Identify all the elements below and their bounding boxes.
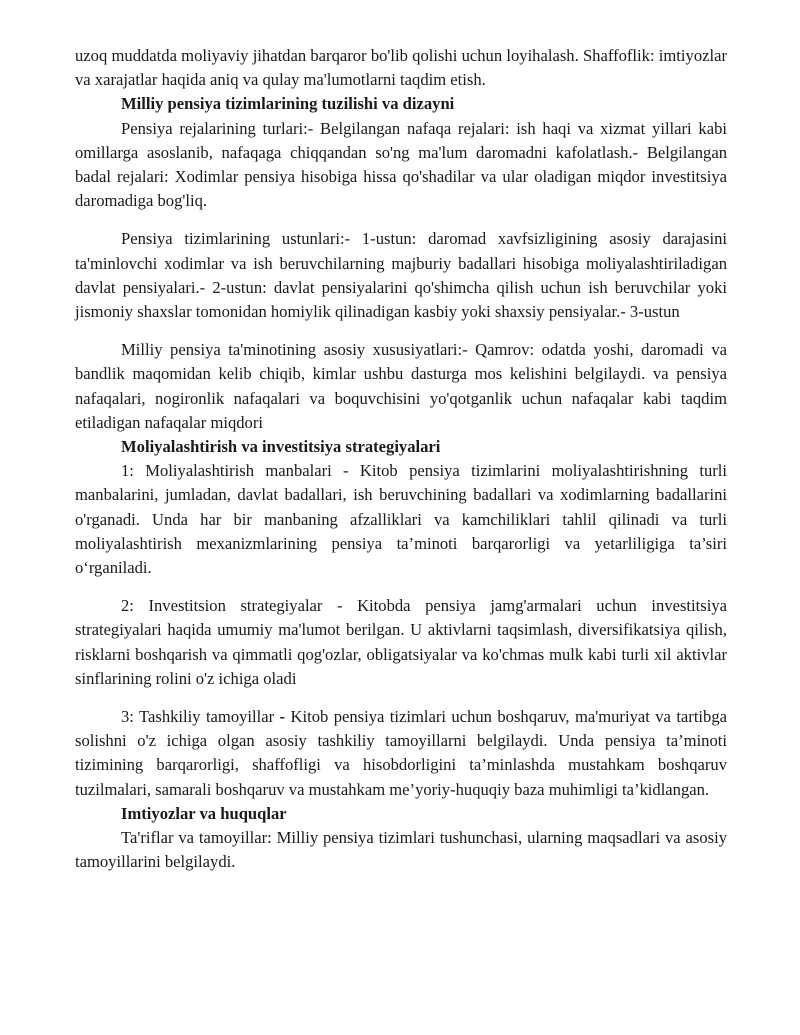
organizational-principles-label: 3: Tashkiliy tamoyillar — [121, 707, 275, 727]
paragraph-definitions: Ta'riflar va tamoyillar: Milliy pensiya tizimlari tushunchasi, ularning maqsadlari va asosiy tamoyillarini belgilaydi. — [75, 828, 727, 872]
intro-paragraph: uzoq muddatda moliyaviy jihatdan barqaror bo'lib qolishi uchun loyihalash. Shaffoflik: imtiyozlar va xarajatlar haqida aniq va qulay ma'lumotlarni taqdim etish. — [75, 46, 727, 90]
paragraph-investment-strategies: 2: Investitsion strategiyalar - Kitobda pensiya jamg'armalari uchun investitsiya strategiyalari haqida umumiy ma'lumot berilgan. U aktivlarni taqsimlash, diversifikatsiya qilish, risklarni boshqarish va qimmatli qog'ozlar, obligatsiyalar va ko'chmas mulk kabi turli xil aktivlar sinflarining rolini o'z ichiga oladi — [75, 596, 727, 688]
section-heading-benefits: Imtiyozlar va huquqlar — [121, 803, 287, 823]
paragraph-key-features: Milliy pensiya ta'minotining asosiy xususiyatlari:- Qamrov: odatda yoshi, daromadi va bandlik maqomidan kelib chiqib, kimlar ushbu dasturga mos kelishini belgilaydi. va pensiya nafaqalari, nogironlik nafaqalari va boquvchisini yo'qotganlik uchun nafaqalar kabi taqdim etiladigan nafaqalar miqdori — [75, 340, 727, 432]
document-page — [75, 44, 727, 875]
section-heading-structure: Milliy pensiya tizimlarining tuzilishi va dizayni — [121, 94, 455, 114]
paragraph-pillars: Pensiya tizimlarining ustunlari:- 1-ustun: daromad xavfsizligining asosiy darajasini ta'minlovchi xodimlar va ish beruvchilarning majburiy badallari hisobiga moliyalashtiriladigan davlat pensiyalari.- 2-ustun: davlat pensiyalarini qo'shimcha qilish uchun ish beruvchilar yoki jismoniy shaxslar tomonidan homiylik qilinadigan kasbiy yoki shaxsiy pensiyalar.- 3-ustun — [75, 229, 727, 322]
organizational-principles-text: Kitob pensiya tizimlari uchun boshqaruv, ma'muriyat va tartibga solishni o'z ichiga olgan asosiy tashkiliy tamoyillarni belgilaydi. Unda pensiya ta’minoti tizimining barqarorligi, shaffofligi va hisobdorligini ta’minlashda mustahkam boshqaruv tuzilmalari, samarali boshqaruv va mustahkam me’yoriy-huquqiy baza muhimligi ta’kidlangan. — [75, 707, 727, 799]
section-heading-financing: Moliyalashtirish va investitsiya strategiyalari — [121, 437, 441, 457]
organizational-principles-dash: - — [274, 707, 291, 727]
paragraph-organizational-principles — [75, 705, 727, 802]
paragraph-financing-sources: 1: Moliyalashtirish manbalari - Kitob pensiya tizimlarini moliyalashtirishning turli manbalarini, jumladan, davlat badallari, ish beruvchining badallari va xodimlarning badallarini o'rganadi. Unda har bir manbaning afzalliklari va kamchiliklari tahlil qilinadi va turli moliyalashtirish mexanizmlarining pensiya ta’minoti barqarorligi va yetarliligiga ta’siri o‘rganiladi. — [75, 461, 727, 578]
paragraph-plan-types: Pensiya rejalarining turlari:- Belgilangan nafaqa rejalari: ish haqi va xizmat yillari kabi omillarga asoslanib, nafaqaga chiqqandan so'ng ma'lum daromadni kafolatlash.- Belgilangan badal rejalari: Xodimlar pensiya hisobiga hissa qo'shadilar va ular oladigan miqdor investitsiya daromadiga bog'liq. — [75, 118, 727, 211]
